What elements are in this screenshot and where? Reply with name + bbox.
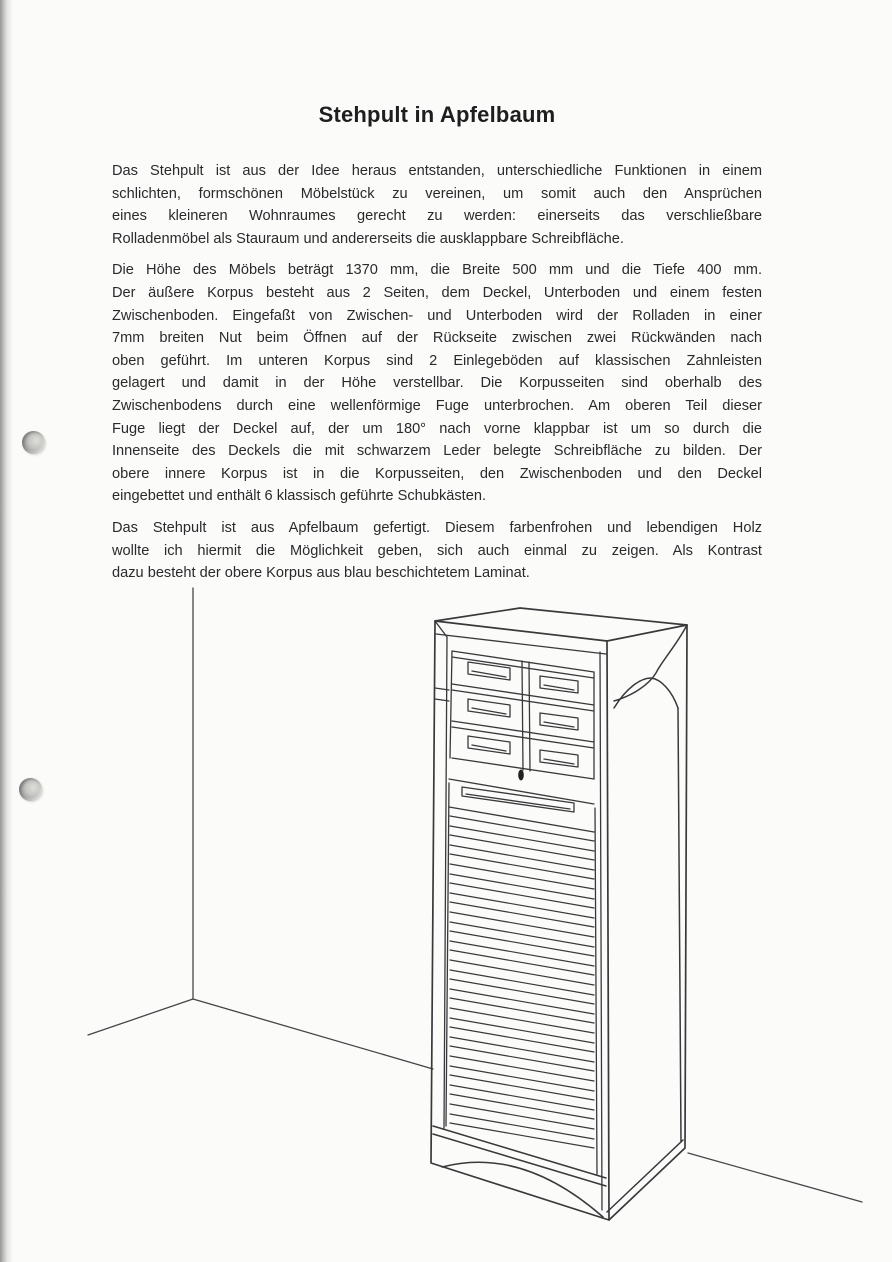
binder-hole-icon	[22, 431, 45, 454]
text-line: dazu besteht der obere Korpus aus blau beschichtetem Laminat.	[112, 565, 530, 582]
text-line: Das Stehpult ist aus Apfelbaum gefertigt. Diesem farbenfrohen und lebendigen Holz	[112, 519, 762, 536]
side-wave-joint	[607, 625, 687, 1212]
text-line: Innenseite des Deckels die mit schwarzem Leder belegte Schreibfläche zu bilden. Der	[112, 443, 762, 460]
text-line: wollte ich hiermit die Möglichkeit geben, sich auch einmal zu zeigen. Als Kontrast	[112, 542, 762, 559]
paragraph-material	[112, 517, 762, 585]
text-line: Der äußere Korpus besteht aus 2 Seiten, dem Deckel, Unterboden und einem festen	[112, 284, 762, 301]
text-line: gelagert und damit in der Höhe verstellbar. Die Korpusseiten sind oberhalb des	[112, 375, 762, 392]
keyhole-icon	[518, 770, 524, 781]
text-line: Die Höhe des Möbels beträgt 1370 mm, die Breite 500 mm und die Tiefe 400 mm.	[112, 262, 762, 279]
text-line: oben geführt. Im unteren Korpus sind 2 Einlegeböden auf klassischen Zahnleisten	[112, 352, 762, 369]
text-line: 7mm breiten Nut beim Öffnen auf der Rückseite zwischen zwei Rückwänden nach	[112, 330, 762, 347]
drawer-grid	[450, 651, 594, 779]
page-title: Stehpult in Apfelbaum	[318, 102, 556, 127]
text-line: eingebettet und enthält 6 klassisch geführte Schubkästen.	[112, 488, 487, 505]
lock-board	[449, 770, 594, 805]
text-line: Zwischenboden. Eingefaßt von Zwischen- und Unterboden wird der Rolladen in einer	[112, 307, 762, 324]
text-line: Fuge liegt der Deckel auf, der um 180° nach vorne klappbar ist um so durch die	[112, 420, 762, 437]
room-corner-lines	[88, 588, 862, 1202]
text-line: obere innere Korpus ist in die Korpusseiten, den Zwischenboden und den Deckel	[112, 465, 762, 482]
text-line: schlichten, formschönen Möbelstück zu vereinen, um somit auch den Ansprüchen	[112, 185, 762, 202]
text-line: Zwischenbodens durch eine wellenförmige Fuge unterbrochen. Am oberen Teil dieser	[112, 397, 762, 414]
paragraph-construction	[112, 259, 762, 508]
text-line: eines kleineren Wohnraumes gerecht zu werden: einerseits das verschließbare	[112, 208, 762, 225]
stehpult-illustration	[0, 580, 892, 1262]
body-text	[112, 160, 762, 594]
paragraph-intro	[112, 160, 762, 250]
text-line: Rolladenmöbel als Stauraum und andererseits die ausklappbare Schreibfläche.	[112, 230, 624, 247]
tambour-shutter	[450, 816, 594, 1148]
text-line: Das Stehpult ist aus der Idee heraus entstanden, unterschiedliche Funktionen in einem	[112, 163, 762, 179]
